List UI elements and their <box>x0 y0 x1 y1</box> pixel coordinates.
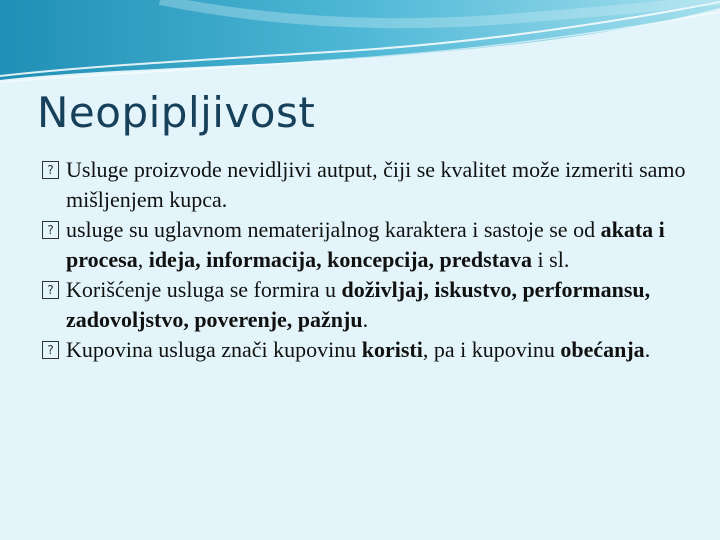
bullet-item <box>42 215 702 275</box>
bullet-list <box>42 155 702 365</box>
bullet-text: , <box>137 247 149 272</box>
bullet-text: i sl. <box>532 247 570 272</box>
bullet-marker-icon: ? <box>42 221 59 239</box>
bullet-item <box>42 155 702 215</box>
bullet-emphasis-text: obećanja <box>560 337 645 362</box>
bullet-text: . <box>644 337 651 362</box>
bullet-emphasis-text: doživljaj, iskustvo, performansu, zadovoljstvo, poverenje, pažnju <box>66 277 651 332</box>
bullet-text: usluge su uglavnom nematerijalnog karaktera i sastoje se od <box>66 217 601 242</box>
header-wave-decoration <box>0 0 720 90</box>
bullet-emphasis-text: koristi <box>361 337 423 362</box>
bullet-text: Kupovina usluga znači kupovinu <box>66 337 362 362</box>
bullet-emphasis-text: akata i procesa <box>66 217 665 272</box>
bullet-emphasis-text: ideja, informacija, koncepcija, predstava <box>148 247 533 272</box>
bullet-text: Korišćenje usluga se formira u <box>66 277 342 302</box>
bullet-text: , pa i kupovinu <box>422 337 561 362</box>
bullet-text: . <box>362 307 369 332</box>
bullet-item <box>42 275 702 335</box>
bullet-marker-icon: ? <box>42 341 59 359</box>
bullet-text: Usluge proizvode nevidljivi autput, čiji se kvalitet može izmeriti samo mišljenjem kupca. <box>66 157 686 212</box>
slide-title: Neopipljivost <box>37 88 316 137</box>
bullet-marker-icon: ? <box>42 281 59 299</box>
bullet-item <box>42 335 702 365</box>
bullet-marker-icon: ? <box>42 161 59 179</box>
